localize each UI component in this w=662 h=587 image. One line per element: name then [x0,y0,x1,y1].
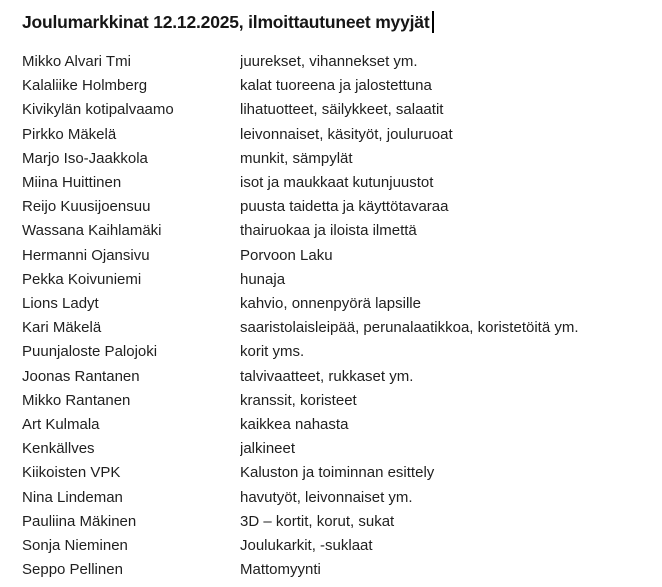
vendor-name: Reijo Kuusijoensuu [22,198,151,216]
vendor-name: Art Kulmala [22,416,100,434]
vendor-products: lihatuotteet, säilykkeet, salaatit [240,101,444,119]
vendor-products: korit yms. [240,343,305,361]
vendor-products: talvivaatteet, rukkaset ym. [240,367,414,385]
vendor-name: Kiikoisten VPK [22,464,121,482]
vendor-list [22,50,652,582]
vendor-products: kaikkea nahasta [240,416,349,434]
vendor-row [22,365,652,389]
vendor-products: kahvio, onnenpyörä lapsille [240,295,421,313]
vendor-row [22,510,652,534]
vendor-name: Wassana Kaihlamäki [22,222,162,240]
vendor-products: Joulukarkit, -suklaat [240,537,373,555]
document-title-text: Joulumarkkinat 12.12.2025, ilmoittautuneet myyjät [22,12,430,32]
document-title [22,9,652,35]
vendor-products: saaristolaisleipää, perunalaatikkoa, koristetöitä ym. [240,319,579,337]
vendor-name: Mikko Rantanen [22,391,131,409]
vendor-products: havutyöt, leivonnaiset ym. [240,488,413,506]
vendor-row [22,340,652,364]
vendor-row [22,171,652,195]
vendor-name: Pauliina Mäkinen [22,512,137,530]
vendor-row [22,268,652,292]
vendor-name: Kenkällves [22,440,95,458]
vendor-products: leivonnaiset, käsityöt, jouluruoat [240,125,453,143]
vendor-products: jalkineet [240,440,296,458]
vendor-row [22,461,652,485]
text-cursor [432,11,434,33]
vendor-products: Kaluston ja toiminnan esittely [240,464,435,482]
vendor-row [22,50,652,74]
vendor-products: hunaja [240,270,286,288]
vendor-products: Mattomyynti [240,561,321,579]
vendor-name: Seppo Pellinen [22,561,123,579]
vendor-name: Sonja Nieminen [22,537,128,555]
vendor-row [22,437,652,461]
vendor-row [22,219,652,243]
vendor-products: 3D – kortit, korut, sukat [240,512,395,530]
vendor-name: Nina Lindeman [22,488,123,506]
vendor-row [22,195,652,219]
vendor-row [22,534,652,558]
vendor-row [22,74,652,98]
vendor-name: Joonas Rantanen [22,367,140,385]
vendor-products: munkit, sämpylät [240,149,353,167]
vendor-name: Lions Ladyt [22,295,99,313]
vendor-row [22,123,652,147]
vendor-name: Marjo Iso-Jaakkola [22,149,148,167]
vendor-row [22,98,652,122]
vendor-products: puusta taidetta ja käyttötavaraa [240,198,449,216]
vendor-row [22,147,652,171]
vendor-products: kalat tuoreena ja jalostettuna [240,77,432,95]
vendor-row [22,486,652,510]
vendor-row [22,558,652,582]
vendor-products: Porvoon Laku [240,246,333,264]
vendor-row [22,292,652,316]
vendor-products: thairuokaa ja iloista ilmettä [240,222,417,240]
vendor-name: Pirkko Mäkelä [22,125,117,143]
vendor-name: Puunjaloste Palojoki [22,343,158,361]
vendor-row [22,413,652,437]
vendor-row [22,389,652,413]
vendor-products: kranssit, koristeet [240,391,357,409]
vendor-name: Pekka Koivuniemi [22,270,142,288]
vendor-products: juurekset, vihannekset ym. [240,53,418,70]
vendor-name: Kivikylän kotipalvaamo [22,101,174,119]
vendor-products: isot ja maukkaat kutunjuustot [240,174,434,192]
vendor-name: Hermanni Ojansivu [22,246,150,264]
vendor-name: Kalaliike Holmberg [22,77,148,95]
vendor-row [22,316,652,340]
vendor-row [22,244,652,268]
vendor-name: Mikko Alvari Tmi [22,53,131,70]
vendor-name: Kari Mäkelä [22,319,102,337]
vendor-name: Miina Huittinen [22,174,122,192]
